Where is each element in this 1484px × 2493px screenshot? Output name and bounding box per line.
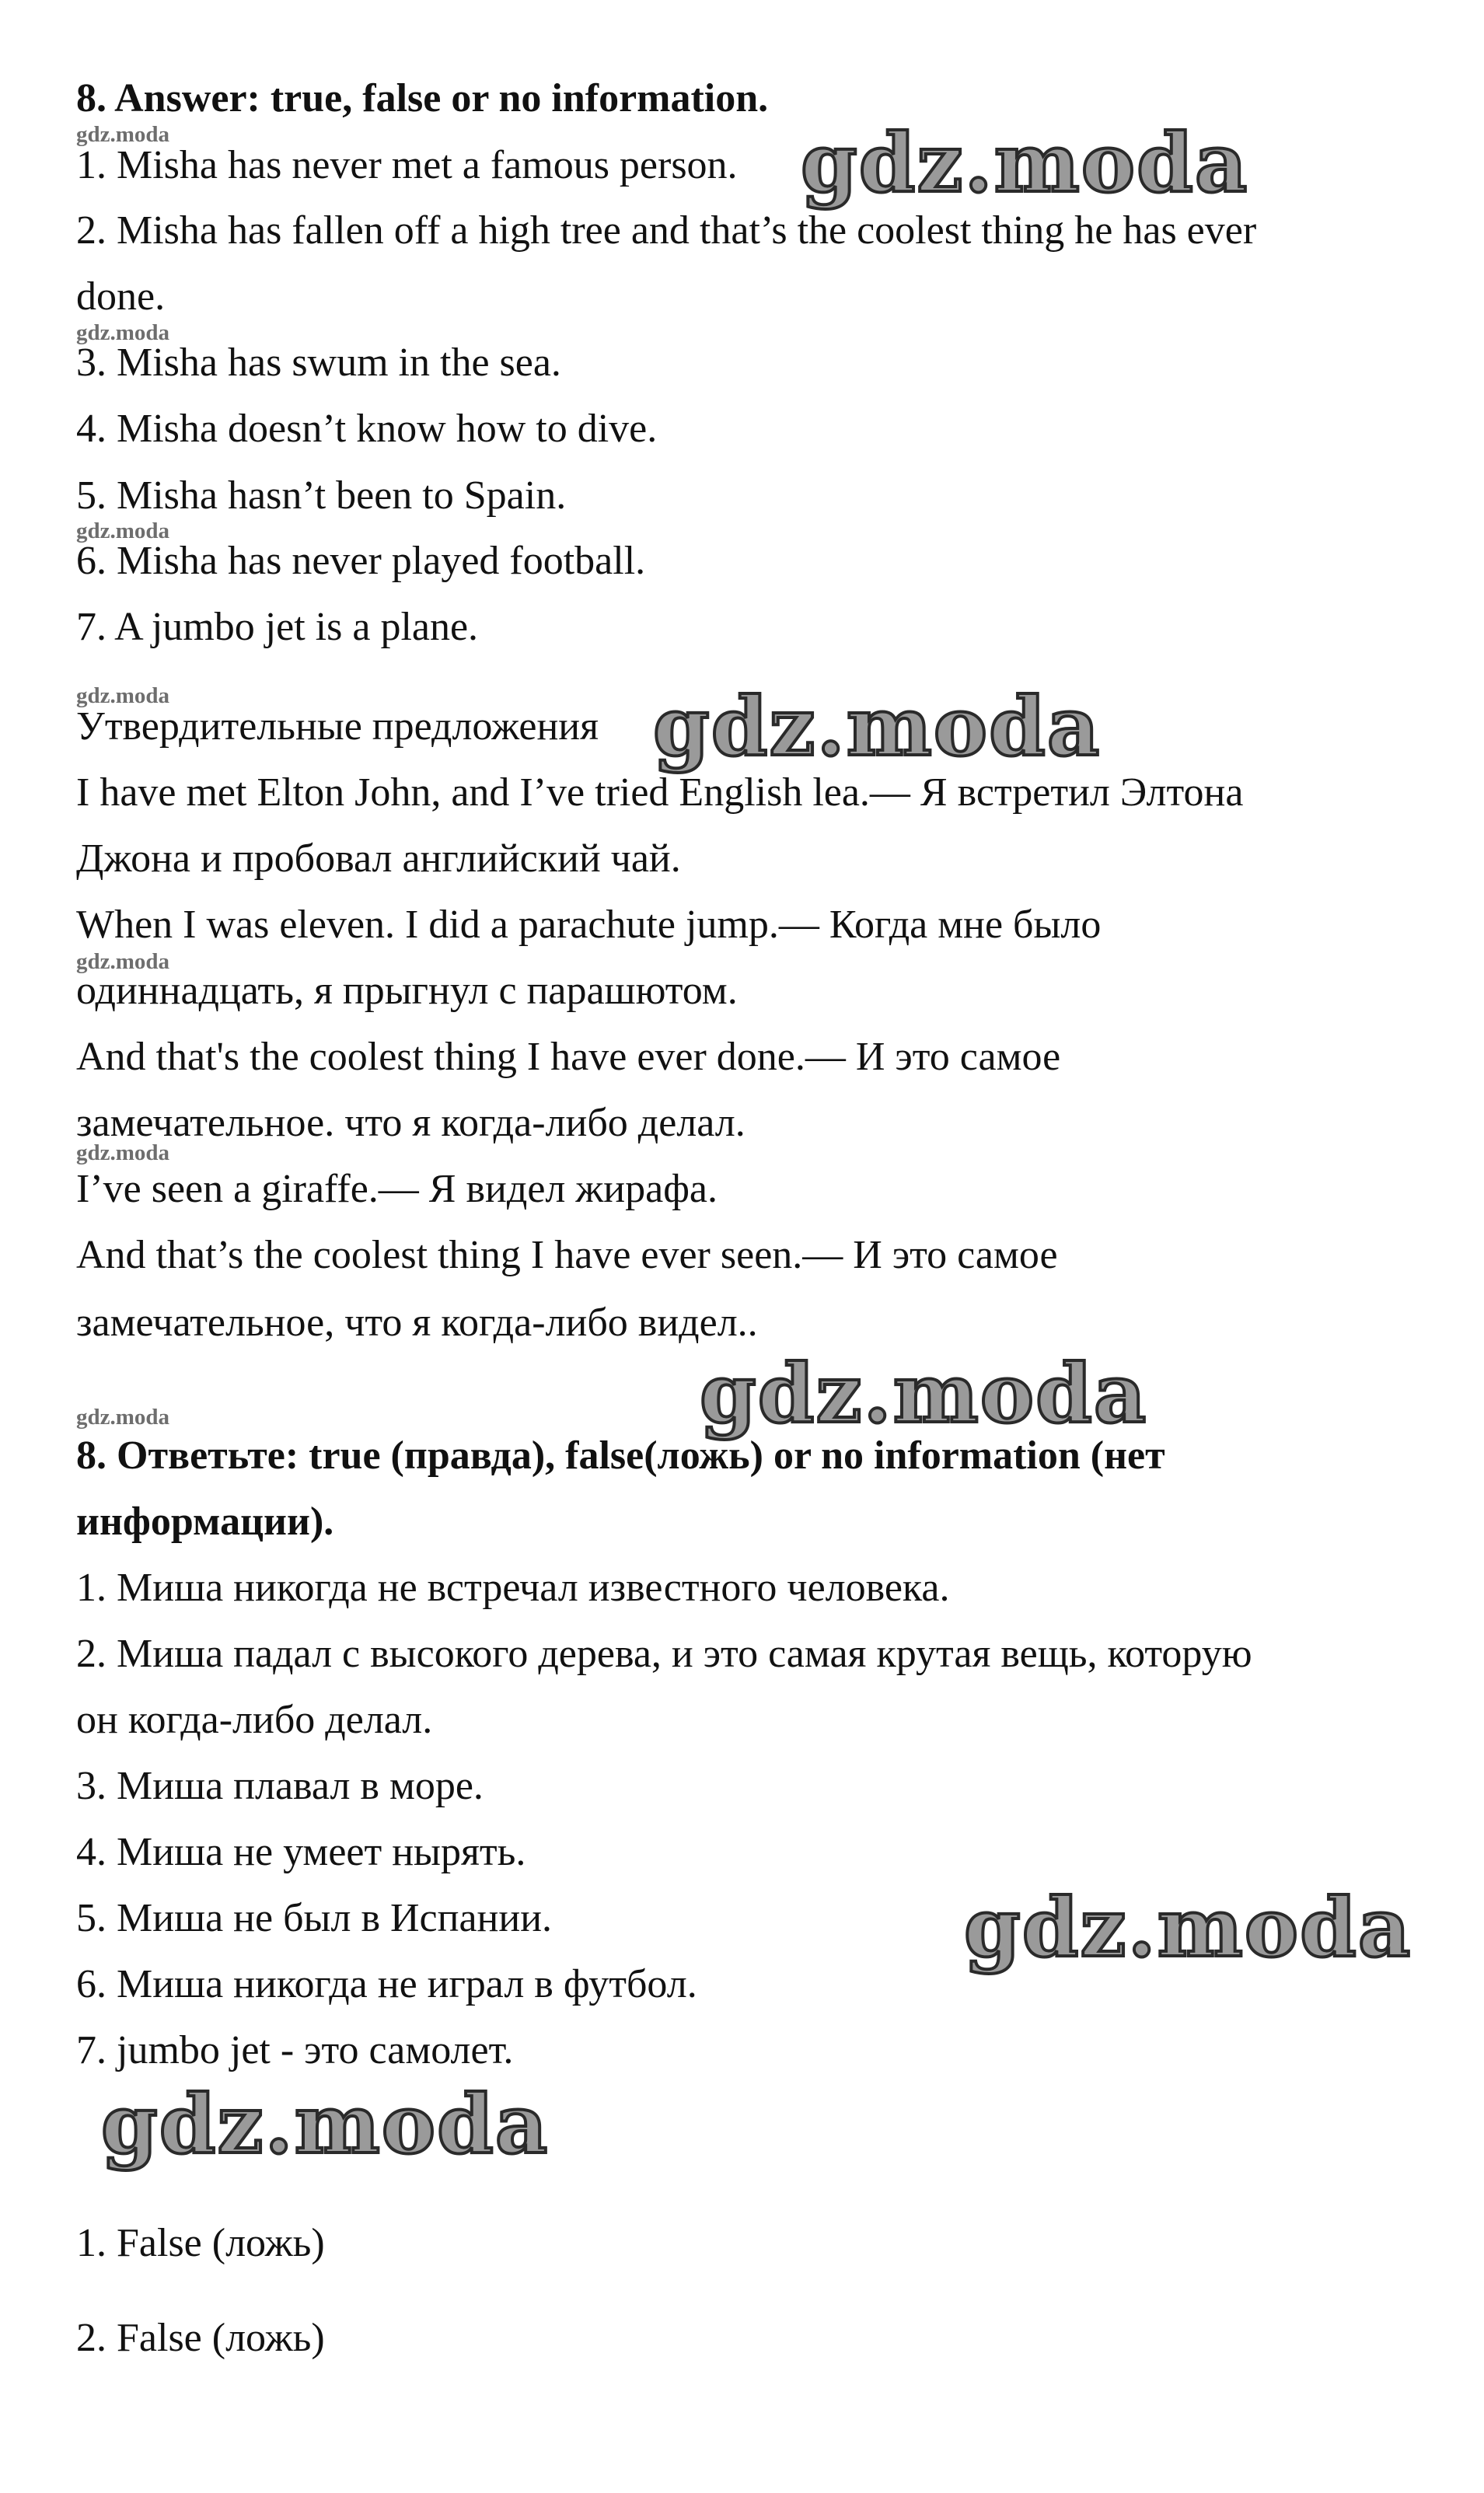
- watermark-small: gdz.moda: [76, 1405, 170, 1430]
- task-item-ru-5: 5. Миша не был в Испании.: [76, 1896, 553, 1940]
- affirmative-line-5: And that's the coolest thing I have ever done.— И это самое: [76, 1035, 1061, 1079]
- task-title-ru-cont: информации).: [76, 1500, 334, 1544]
- watermark-small: gdz.moda: [76, 1140, 170, 1165]
- task-item-ru-6: 6. Миша никогда не играл в футбол.: [76, 1962, 697, 2006]
- task-title-en: 8. Answer: true, false or no information.: [76, 76, 769, 120]
- affirmative-line-3: When I was eleven. I did a parachute jump.— Когда мне было: [76, 903, 1102, 947]
- task-item-en-5: 5. Misha hasn’t been to Spain.: [76, 473, 567, 518]
- task-title-ru: 8. Ответьте: true (правда), false(ложь) or no information (нет: [76, 1433, 1165, 1478]
- answer-2: 2. False (ложь): [76, 2316, 325, 2360]
- affirmative-line-7: I’ve seen a giraffe.— Я видел жирафа.: [76, 1167, 718, 1211]
- task-item-ru-1: 1. Миша никогда не встречал известного человека.: [76, 1566, 950, 1610]
- watermark-large: gdz.moda: [101, 2076, 550, 2172]
- watermark-large: gdz.moda: [801, 115, 1249, 211]
- task-item-en-3: 3. Misha has swum in the sea.: [76, 340, 561, 385]
- watermark-small: gdz.moda: [76, 949, 170, 974]
- watermark-large: gdz.moda: [700, 1346, 1148, 1441]
- affirmative-line-4: одиннадцать, я прыгнул с парашютом.: [76, 969, 738, 1013]
- watermark-small: gdz.moda: [76, 519, 170, 543]
- watermark-large: gdz.moda: [964, 1880, 1412, 1975]
- affirmative-line-6: замечательное. что я когда-либо делал.: [76, 1101, 745, 1145]
- task-item-en-6: 6. Misha has never played football.: [76, 539, 646, 583]
- affirmative-line-8: And that’s the coolest thing I have ever seen.— И это самое: [76, 1233, 1058, 1277]
- affirmative-line-2: Джона и пробовал английский чай.: [76, 836, 681, 881]
- task-item-ru-2-cont: он когда-либо делал.: [76, 1698, 433, 1742]
- watermark-small: gdz.moda: [76, 683, 170, 708]
- task-item-ru-3: 3. Миша плавал в море.: [76, 1764, 484, 1808]
- watermark-large: gdz.moda: [653, 679, 1102, 774]
- task-item-en-4: 4. Misha doesn’t know how to dive.: [76, 407, 658, 451]
- task-item-en-2: 2. Misha has fallen off a high tree and that’s the coolest thing he has ever: [76, 208, 1257, 253]
- task-item-ru-2: 2. Миша падал с высокого дерева, и это самая крутая вещь, которую: [76, 1632, 1252, 1676]
- affirmative-line-9: замечательное, что я когда-либо видел..: [76, 1301, 758, 1345]
- affirmative-heading: Утвердительные предложения: [76, 704, 599, 749]
- task-item-ru-4: 4. Миша не умеет нырять.: [76, 1830, 526, 1874]
- answer-1: 1. False (ложь): [76, 2221, 325, 2265]
- task-item-en-2-cont: done.: [76, 274, 166, 319]
- watermark-small: gdz.moda: [76, 320, 170, 345]
- task-item-ru-7: 7. jumbo jet - это самолет.: [76, 2028, 514, 2072]
- task-item-en-7: 7. A jumbo jet is a plane.: [76, 605, 479, 649]
- affirmative-line-1: I have met Elton John, and I’ve tried English lea.— Я встретил Элтона: [76, 770, 1244, 815]
- task-item-en-1: 1. Misha has never met a famous person.: [76, 143, 738, 187]
- watermark-small: gdz.moda: [76, 122, 170, 147]
